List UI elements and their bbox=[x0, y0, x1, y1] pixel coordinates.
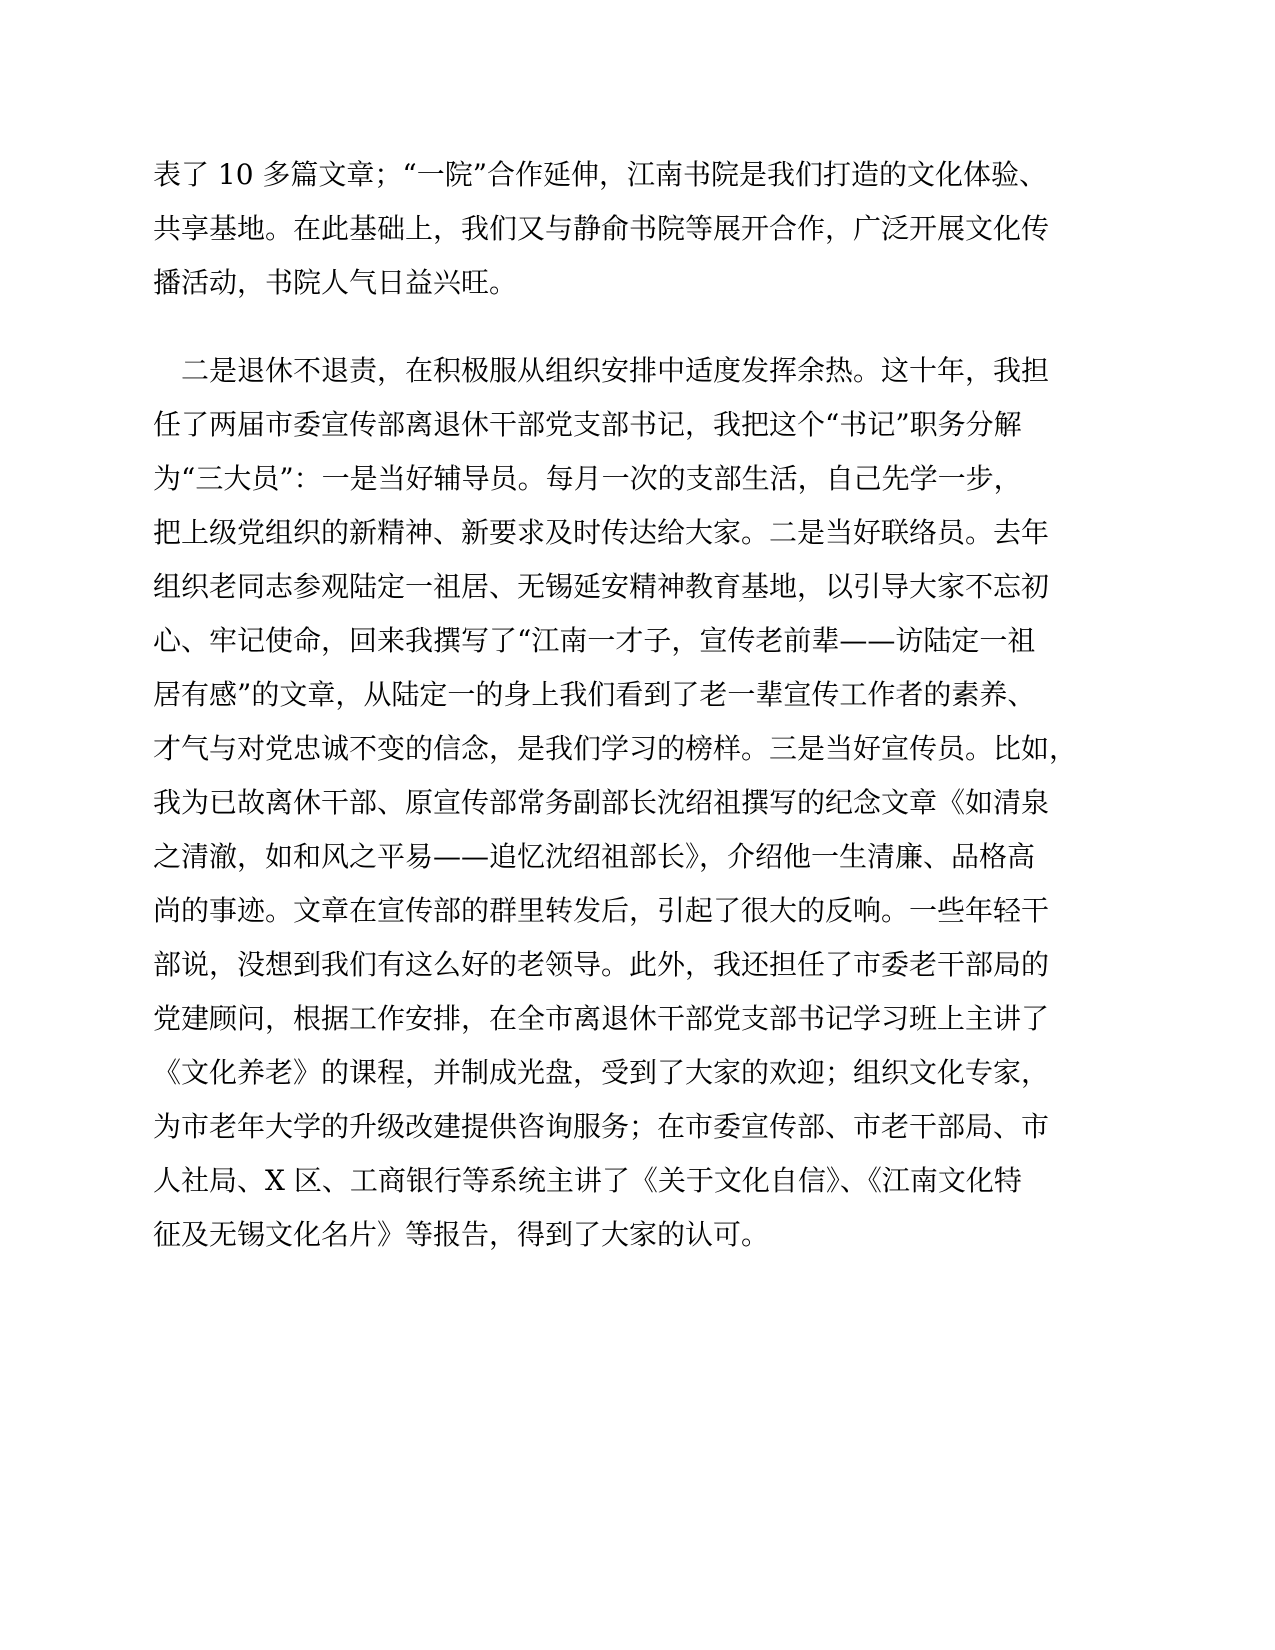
text-line: 二是退休不退责，在积极服从组织安排中适度发挥余热。这十年，我担 bbox=[153, 354, 1050, 387]
text-line: 党建顾问，根据工作安排，在全市离退休干部党支部书记学习班上主讲了 bbox=[153, 1002, 1050, 1035]
text-line: 才气与对党忠诚不变的信念，是我们学习的榜样。三是当好宣传员。比如， bbox=[153, 732, 1078, 765]
text-line: 征及无锡文化名片》等报告，得到了大家的认可。 bbox=[153, 1218, 770, 1251]
text-line: 心、牢记使命，回来我撰写了“江南一才子，宣传老前辈——访陆定一祖 bbox=[153, 624, 1036, 657]
paragraph-2 bbox=[153, 344, 1113, 1262]
paragraph-1 bbox=[153, 148, 1113, 310]
text-line: 为市老年大学的升级改建提供咨询服务；在市委宣传部、市老干部局、市 bbox=[153, 1110, 1050, 1143]
text-line: 共享基地。在此基础上，我们又与静俞书院等展开合作，广泛开展文化传 bbox=[153, 212, 1050, 245]
text-line: 组织老同志参观陆定一祖居、无锡延安精神教育基地，以引导大家不忘初 bbox=[153, 570, 1050, 603]
text-line: 为“三大员”：一是当好辅导员。每月一次的支部生活，自己先学一步， bbox=[153, 462, 1022, 495]
text-line: 居有感”的文章，从陆定一的身上我们看到了老一辈宣传工作者的素养、 bbox=[153, 678, 1036, 711]
text-line: 表了 10 多篇文章；“一院”合作延伸，江南书院是我们打造的文化体验、 bbox=[153, 158, 1048, 191]
text-line: 播活动，书院人气日益兴旺。 bbox=[153, 266, 518, 299]
text-line: 把上级党组织的新精神、新要求及时传达给大家。二是当好联络员。去年 bbox=[153, 516, 1050, 549]
text-line: 我为已故离休干部、原宣传部常务副部长沈绍祖撰写的纪念文章《如清泉 bbox=[153, 786, 1050, 819]
document-body bbox=[153, 148, 1113, 1262]
text-line: 人社局、X 区、工商银行等系统主讲了《关于文化自信》、《江南文化特 bbox=[153, 1164, 1022, 1197]
text-line: 任了两届市委宣传部离退休干部党支部书记，我把这个“书记”职务分解 bbox=[153, 408, 1022, 441]
text-line: 《文化养老》的课程，并制成光盘，受到了大家的欢迎；组织文化专家， bbox=[153, 1056, 1050, 1089]
text-line: 之清澈，如和风之平易——追忆沈绍祖部长》，介绍他一生清廉、品格高 bbox=[153, 840, 1036, 873]
text-line: 部说，没想到我们有这么好的老领导。此外，我还担任了市委老干部局的 bbox=[153, 948, 1050, 981]
text-line: 尚的事迹。文章在宣传部的群里转发后，引起了很大的反响。一些年轻干 bbox=[153, 894, 1050, 927]
